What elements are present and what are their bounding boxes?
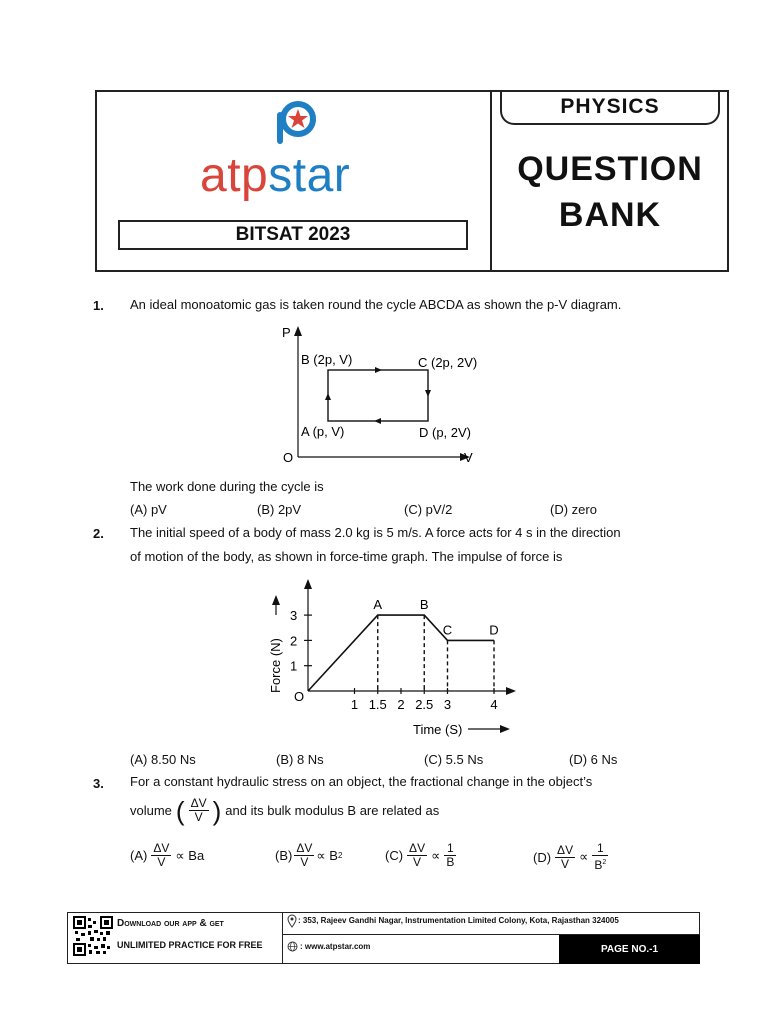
q3-text-line1: For a constant hydraulic stress on an object, the fractional change in the object’s bbox=[130, 774, 593, 789]
q3-text-tail: and its bulk modulus B are related as bbox=[225, 802, 440, 818]
footer-address: : 353, Rajeev Gandhi Nagar, Instrumentation Limited Colony, Kota, Rajasthan 324005 bbox=[298, 916, 619, 925]
footer-download-line1[interactable]: Download our app & get bbox=[117, 918, 224, 929]
q3-d-b: B bbox=[594, 858, 603, 872]
point-label-B: B bbox=[419, 597, 429, 613]
q2-option-b: (B) 8 Ns bbox=[276, 752, 324, 767]
question-bank-title bbox=[492, 146, 728, 238]
q2-text-line2: of motion of the body, as shown in force-time graph. The impulse of force is bbox=[130, 549, 563, 564]
y-tick-label-1: 1 bbox=[290, 658, 298, 674]
q3-c-b: B bbox=[446, 855, 455, 869]
q3-option-d-label: (D) bbox=[533, 849, 552, 865]
q3-d-sup: 2 bbox=[602, 859, 607, 866]
q1-prompt: The work done during the cycle is bbox=[130, 479, 324, 494]
q1-option-c: (C) pV/2 bbox=[404, 502, 453, 517]
pv-diagram bbox=[270, 320, 490, 470]
q3-text-line2: volume ( $\frac{\Delta V}{V}$ ) and its bulk modulus B are related as bbox=[130, 795, 440, 826]
x-axis-label: Time (S) bbox=[413, 722, 463, 737]
q3-option-c-tail: ∝ bbox=[431, 847, 441, 863]
q3-option-c-label: (C) bbox=[385, 848, 404, 863]
y-tick-label-3: 3 bbox=[290, 608, 298, 624]
title-line2: BANK bbox=[558, 196, 662, 234]
q2-option-c: (C) 5.5 Ns bbox=[424, 752, 484, 767]
pv-label-d: D (p, 2V) bbox=[419, 425, 472, 440]
q3-option-a-tail: ∝ Ba bbox=[175, 847, 205, 863]
globe-icon bbox=[287, 941, 298, 952]
q3-option-a-label: (A) bbox=[130, 848, 148, 863]
q3-c-den: V bbox=[413, 855, 422, 869]
x-tick-label-1.5: 1.5 bbox=[368, 697, 387, 712]
q2-option-d: (D) 6 Ns bbox=[569, 752, 618, 767]
q3-c-one: 1 bbox=[444, 842, 456, 856]
brand-star: star bbox=[268, 149, 351, 202]
x-tick-label-2.5: 2.5 bbox=[415, 697, 434, 712]
q2-text-line1: The initial speed of a body of mass 2.0 kg is 5 m/s. A force acts for 4 s in the direction bbox=[130, 525, 621, 540]
q3-option-d-tail: ∝ bbox=[579, 849, 589, 864]
q3-b-num: ΔV bbox=[296, 841, 313, 855]
pv-label-b: B (2p, V) bbox=[301, 352, 353, 367]
footer-download-line2: UNLIMITED PRACTICE FOR FREE bbox=[117, 940, 263, 950]
footer-website[interactable]: : www.atpstar.com bbox=[300, 942, 371, 951]
brand-atp: atp bbox=[200, 149, 269, 202]
q3-option-a bbox=[130, 842, 204, 869]
x-tick-label-1: 1 bbox=[350, 697, 359, 712]
pv-y-axis-label: P bbox=[282, 325, 291, 340]
y-axis-label: Force (N) bbox=[268, 638, 283, 693]
q2-option-a: (A) 8.50 Ns bbox=[130, 752, 196, 767]
point-label-A: A bbox=[373, 597, 383, 613]
title-line1: QUESTION bbox=[517, 150, 703, 188]
q1-text: An ideal monoatomic gas is taken round the cycle ABCDA as shown the p-V diagram. bbox=[130, 297, 622, 312]
q3-d-num: ΔV bbox=[557, 842, 574, 857]
q3-b-den: V bbox=[300, 855, 309, 869]
q3-frac-den: V bbox=[194, 810, 203, 824]
brand-wordmark bbox=[200, 148, 350, 203]
q1-option-d: (D) zero bbox=[550, 502, 597, 517]
footer-divider bbox=[282, 912, 283, 964]
pv-x-axis-label: V bbox=[464, 450, 473, 465]
force-time-chart bbox=[262, 575, 532, 745]
x-tick-label-2: 2 bbox=[397, 697, 405, 712]
q3-fraction bbox=[189, 797, 209, 824]
q3-c-num: ΔV bbox=[409, 841, 426, 855]
point-label-D: D bbox=[489, 622, 499, 638]
qr-code-icon[interactable] bbox=[73, 916, 113, 956]
y-tick-label-2: 2 bbox=[290, 633, 298, 649]
q3-option-b-tail: ∝ B bbox=[316, 847, 338, 863]
q3-option-c bbox=[385, 842, 456, 869]
pv-origin-label: O bbox=[283, 450, 294, 465]
origin-label: O bbox=[294, 689, 305, 704]
q3-d-one: 1 bbox=[592, 842, 608, 856]
x-tick-label-3: 3 bbox=[443, 697, 452, 712]
q1-option-a: (A) pV bbox=[130, 502, 167, 517]
exam-title: BITSAT 2023 bbox=[118, 220, 468, 250]
q3-number: 3. bbox=[93, 776, 104, 791]
pv-label-a: A (p, V) bbox=[301, 424, 345, 439]
q2-number: 2. bbox=[93, 526, 104, 541]
q3-option-d bbox=[533, 842, 608, 872]
q3-option-b-label: (B) bbox=[275, 848, 293, 863]
location-pin-icon bbox=[287, 914, 297, 928]
q3-volume-word: volume bbox=[130, 802, 172, 818]
x-tick-label-4: 4 bbox=[490, 697, 498, 712]
q3-d-den: V bbox=[561, 856, 570, 871]
page-number: PAGE NO.-1 bbox=[559, 935, 700, 964]
subject-label: PHYSICS bbox=[500, 91, 720, 125]
atpstar-logo-icon bbox=[272, 98, 324, 146]
pv-label-c: C (2p, 2V) bbox=[418, 355, 478, 370]
q3-a-num: ΔV bbox=[153, 841, 170, 855]
q3-option-b-sup: 2 bbox=[337, 851, 343, 860]
point-label-C: C bbox=[442, 622, 453, 638]
q3-option-b bbox=[275, 842, 342, 869]
q3-frac-num: ΔV bbox=[190, 796, 207, 810]
q1-option-b: (B) 2pV bbox=[257, 502, 302, 517]
q3-a-den: V bbox=[157, 855, 166, 869]
q1-number: 1. bbox=[93, 298, 104, 313]
force-series-line bbox=[308, 615, 494, 691]
